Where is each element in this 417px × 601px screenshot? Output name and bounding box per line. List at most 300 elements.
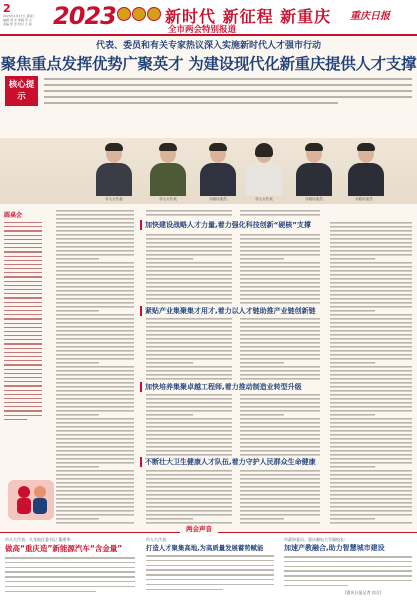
text-line xyxy=(330,426,412,428)
text-line xyxy=(56,346,134,348)
text-line xyxy=(240,322,320,324)
text-line xyxy=(56,454,134,456)
text-line xyxy=(56,370,134,372)
text-line xyxy=(330,362,375,364)
summary-tag-text: 核心提示 xyxy=(8,80,35,102)
text-line xyxy=(240,490,320,492)
text-line xyxy=(146,250,232,252)
text-line xyxy=(56,362,99,364)
text-line xyxy=(240,346,320,348)
text-line xyxy=(330,322,412,324)
text-line xyxy=(146,346,232,348)
text-line xyxy=(56,226,134,228)
text-line xyxy=(330,446,412,448)
text-line xyxy=(56,266,134,268)
text-line xyxy=(240,522,320,524)
summary-text xyxy=(44,78,412,138)
text-line xyxy=(56,470,134,472)
text-line xyxy=(146,278,232,280)
text-line xyxy=(146,450,232,452)
text-line xyxy=(330,250,412,252)
text-line xyxy=(56,270,134,272)
text-line xyxy=(240,414,284,416)
text-line xyxy=(146,362,193,364)
text-line xyxy=(146,494,232,496)
photo-caption: 市政协委员 xyxy=(355,197,373,201)
photo-caption: 市政协委员 xyxy=(209,197,227,201)
text-line xyxy=(330,374,412,376)
text-line xyxy=(146,318,232,320)
text-line xyxy=(240,238,320,240)
text-line xyxy=(56,334,134,336)
text-line xyxy=(330,510,412,512)
text-line xyxy=(240,282,320,284)
text-line xyxy=(330,274,412,276)
text-line xyxy=(330,354,412,356)
text-line xyxy=(330,478,412,480)
text-line xyxy=(330,522,412,524)
text-line xyxy=(146,342,232,344)
text-line xyxy=(240,366,320,368)
text-line xyxy=(240,502,320,504)
rail-title: 圆桌会 xyxy=(4,212,23,219)
text-line xyxy=(56,214,134,216)
text-line xyxy=(240,422,320,424)
text-line xyxy=(56,434,134,436)
text-line xyxy=(56,478,134,480)
text-line xyxy=(330,462,412,464)
text-line xyxy=(330,358,412,360)
text-line xyxy=(146,234,232,236)
text-line xyxy=(240,430,320,432)
text-line xyxy=(146,438,232,440)
lead-kicker: 代表、委员和有关专家热议深入实施新时代人才强市行动 xyxy=(95,41,321,51)
text-line xyxy=(146,238,232,240)
text-line xyxy=(330,418,412,420)
text-line xyxy=(330,494,412,496)
summary-tag xyxy=(5,76,38,106)
text-line xyxy=(330,378,412,380)
text-line xyxy=(146,322,232,324)
bottom-item xyxy=(284,537,412,590)
text-line xyxy=(240,446,320,448)
text-line xyxy=(56,322,134,324)
text-line xyxy=(330,490,412,492)
text-line xyxy=(330,370,412,372)
text-line xyxy=(240,434,320,436)
text-line xyxy=(56,438,134,440)
text-line xyxy=(240,378,320,380)
text-line xyxy=(56,290,134,292)
text-line xyxy=(240,270,320,272)
text-line xyxy=(146,358,232,360)
section-heading xyxy=(140,457,316,467)
text-line xyxy=(330,242,412,244)
text-line xyxy=(330,306,412,308)
text-line xyxy=(330,278,412,280)
text-line xyxy=(146,518,193,520)
text-line xyxy=(240,506,320,508)
text-line xyxy=(56,518,99,520)
text-line xyxy=(56,490,134,492)
text-line xyxy=(330,414,375,416)
section-title: 加快培养集聚卓越工程师,着力推动制造业转型升级 xyxy=(145,383,302,391)
text-line xyxy=(330,434,412,436)
text-line xyxy=(146,454,232,456)
text-line xyxy=(56,494,134,496)
people-illustration xyxy=(6,470,56,525)
text-line xyxy=(330,258,375,260)
text-line xyxy=(330,466,375,468)
bottom-item xyxy=(146,537,274,593)
text-line xyxy=(146,510,232,512)
text-line xyxy=(56,302,134,304)
text-line xyxy=(56,506,134,508)
text-line xyxy=(330,430,412,432)
text-line xyxy=(146,478,232,480)
text-line xyxy=(240,242,320,244)
text-lines xyxy=(56,210,412,528)
text-line xyxy=(146,302,232,304)
text-line xyxy=(330,346,412,348)
text-line xyxy=(56,398,134,400)
portrait xyxy=(96,144,132,196)
text-line xyxy=(146,474,232,476)
text-line xyxy=(56,402,134,404)
lead-headline: 聚焦重点发挥优势广聚英才 为建设现代化新重庆提供人才支撑 xyxy=(0,55,417,73)
text-line xyxy=(240,398,320,400)
text-line xyxy=(56,386,134,388)
text-line xyxy=(56,242,134,244)
text-line xyxy=(56,238,134,240)
text-line xyxy=(56,498,134,500)
text-line xyxy=(330,286,412,288)
text-line xyxy=(330,230,412,232)
text-line xyxy=(146,338,232,340)
bottom-kicker: 市人大代表: xyxy=(146,537,168,542)
text-line xyxy=(330,294,412,296)
text-line xyxy=(240,342,320,344)
text-line xyxy=(240,454,320,456)
text-line xyxy=(330,298,412,300)
text-line xyxy=(146,210,232,212)
text-line xyxy=(56,426,134,428)
text-line xyxy=(146,426,232,428)
info-line: 美编 郑 洁 校对 王 颖 xyxy=(3,22,32,26)
text-line xyxy=(56,298,134,300)
text-line xyxy=(56,218,134,220)
text-line xyxy=(56,466,99,468)
text-line xyxy=(330,390,412,392)
photo-caption: 市人大代表 xyxy=(105,197,123,201)
text-line xyxy=(146,514,232,516)
text-line xyxy=(330,386,412,388)
text-line xyxy=(240,330,320,332)
text-line xyxy=(146,246,232,248)
info-line: 编辑 刘 龙 审稿 李 兴 xyxy=(3,18,32,22)
portrait xyxy=(200,144,236,196)
text-line xyxy=(240,394,320,396)
text-line xyxy=(146,430,232,432)
text-line xyxy=(56,234,134,236)
text-line xyxy=(146,506,232,508)
text-line xyxy=(240,246,320,248)
bottom-item xyxy=(5,537,135,595)
text-line xyxy=(56,350,134,352)
text-line xyxy=(56,366,134,368)
text-line xyxy=(56,210,134,212)
text-line xyxy=(330,482,412,484)
text-line xyxy=(56,514,134,516)
text-line xyxy=(330,470,412,472)
text-line xyxy=(330,318,412,320)
text-line xyxy=(146,502,232,504)
text-line xyxy=(330,450,412,452)
text-line xyxy=(330,338,412,340)
text-line xyxy=(56,486,134,488)
text-line xyxy=(330,222,412,224)
text-line xyxy=(146,394,232,396)
text-line xyxy=(146,330,232,332)
session-label: 全市两会特别报道 xyxy=(168,25,237,35)
text-line xyxy=(146,262,232,264)
text-line xyxy=(56,390,134,392)
text-line xyxy=(146,354,232,356)
bottom-headline: 打造人才聚集高地,为高质量发展蓄势赋能 xyxy=(146,544,264,552)
text-line xyxy=(330,498,412,500)
text-line xyxy=(56,262,134,264)
emblem-icon xyxy=(147,7,161,21)
text-line xyxy=(146,470,232,472)
text-line xyxy=(240,402,320,404)
portrait xyxy=(348,144,384,196)
text-line xyxy=(330,314,412,316)
text-line xyxy=(146,374,232,376)
text-line xyxy=(330,262,412,264)
text-line xyxy=(330,398,412,400)
text-line xyxy=(56,246,134,248)
text-line xyxy=(330,266,412,268)
text-line xyxy=(56,310,99,312)
text-line xyxy=(330,290,412,292)
text-line xyxy=(330,342,412,344)
text-line xyxy=(146,286,232,288)
text-line xyxy=(146,298,232,300)
text-line xyxy=(240,266,320,268)
text-line xyxy=(56,230,134,232)
bottom-headline: 加速产教融合,助力智慧城市建设 xyxy=(284,544,385,552)
text-line xyxy=(56,418,134,420)
text-line xyxy=(330,282,412,284)
text-line xyxy=(240,290,320,292)
text-line xyxy=(56,222,134,224)
page-number: 2 xyxy=(3,2,11,15)
section-heading xyxy=(140,306,316,316)
text-line xyxy=(146,398,232,400)
text-line xyxy=(146,418,232,420)
text-line xyxy=(240,426,320,428)
text-line xyxy=(240,374,320,376)
text-line xyxy=(240,250,320,252)
text-line xyxy=(146,282,232,284)
text-line xyxy=(240,510,320,512)
photo-caption: 市政协委员 xyxy=(305,197,323,201)
text-line xyxy=(240,258,284,260)
footer-credit: (重庆日报记者 综合) xyxy=(345,590,382,595)
text-line xyxy=(330,326,412,328)
text-line xyxy=(56,430,134,432)
text-line xyxy=(56,258,99,260)
text-line xyxy=(56,474,134,476)
text-line xyxy=(330,238,412,240)
text-line xyxy=(146,326,232,328)
bottom-kicker: 市政协委员、重庆邮电大学副校长: xyxy=(284,537,346,542)
text-line xyxy=(56,442,134,444)
text-line xyxy=(240,278,320,280)
text-line xyxy=(330,514,412,516)
text-line xyxy=(56,354,134,356)
bottom-headline: 做高“重庆造”新能源汽车“含金量” xyxy=(5,544,123,553)
text-line xyxy=(330,486,412,488)
text-line xyxy=(146,366,232,368)
text-line xyxy=(240,274,320,276)
text-line xyxy=(56,378,134,380)
text-line xyxy=(330,454,412,456)
text-line xyxy=(240,406,320,408)
text-line xyxy=(330,310,375,312)
sound-logo: 两会声音 xyxy=(180,524,218,533)
text-line xyxy=(330,330,412,332)
text-line xyxy=(240,438,320,440)
text-line xyxy=(240,362,284,364)
text-line xyxy=(146,242,232,244)
text-line xyxy=(240,210,320,212)
text-line xyxy=(146,254,232,256)
text-line xyxy=(330,406,412,408)
text-line xyxy=(240,338,320,340)
text-line xyxy=(146,290,232,292)
text-line xyxy=(240,302,320,304)
text-line xyxy=(146,402,232,404)
text-line xyxy=(56,358,134,360)
text-line xyxy=(240,514,320,516)
text-line xyxy=(146,370,232,372)
text-line xyxy=(240,410,320,412)
text-line xyxy=(330,474,412,476)
info-line: 2023年1月17日 星期二 xyxy=(3,14,36,18)
text-line xyxy=(56,522,134,524)
text-line xyxy=(146,446,232,448)
portrait xyxy=(246,144,282,196)
rail-text xyxy=(4,222,42,423)
text-line xyxy=(240,358,320,360)
text-line xyxy=(56,338,134,340)
section-title: 加快建设战略人才力量,着力强化科技创新“硬核”支撑 xyxy=(145,221,311,229)
text-line xyxy=(146,270,232,272)
text-line xyxy=(56,458,134,460)
text-line xyxy=(146,378,232,380)
text-line xyxy=(330,422,412,424)
text-line xyxy=(330,518,375,520)
text-line xyxy=(56,406,134,408)
text-line xyxy=(56,414,99,416)
text-line xyxy=(56,482,134,484)
text-line xyxy=(240,518,284,520)
text-line xyxy=(56,286,134,288)
text-line xyxy=(146,334,232,336)
text-line xyxy=(56,250,134,252)
text-line xyxy=(330,246,412,248)
text-line xyxy=(240,326,320,328)
text-line xyxy=(146,442,232,444)
text-line xyxy=(240,418,320,420)
masthead-info xyxy=(3,14,51,26)
text-line xyxy=(146,414,193,416)
article-body xyxy=(56,210,412,528)
text-line xyxy=(56,254,134,256)
text-line xyxy=(146,294,232,296)
text-line xyxy=(56,510,134,512)
text-line xyxy=(240,286,320,288)
section-heading xyxy=(140,382,302,392)
text-line xyxy=(56,314,134,316)
text-line xyxy=(330,350,412,352)
text-line xyxy=(240,474,320,476)
text-line xyxy=(240,318,320,320)
photo-caption: 市人大代表 xyxy=(159,197,177,201)
text-line xyxy=(240,294,320,296)
portrait xyxy=(150,144,186,196)
text-line xyxy=(146,266,232,268)
text-line xyxy=(240,478,320,480)
text-line xyxy=(330,458,412,460)
text-line xyxy=(240,442,320,444)
text-line xyxy=(330,334,412,336)
bottom-kicker: 市人大代表、九龙坡区委书记 董建华: xyxy=(5,537,72,542)
text-line xyxy=(146,410,232,412)
text-line xyxy=(330,506,412,508)
text-line xyxy=(330,438,412,440)
text-line xyxy=(56,326,134,328)
text-line xyxy=(56,410,134,412)
paper-name: 重庆日报 xyxy=(350,11,390,22)
text-line xyxy=(146,274,232,276)
text-line xyxy=(240,334,320,336)
emblem-icon xyxy=(117,7,131,21)
text-line xyxy=(56,330,134,332)
section-heading xyxy=(140,220,311,230)
text-line xyxy=(330,410,412,412)
text-line xyxy=(330,234,412,236)
section-title: 紧贴产业集聚集才用才,着力以人才链助推产业链创新链 xyxy=(145,307,316,315)
text-line xyxy=(240,494,320,496)
year-logo: 2023 xyxy=(53,2,116,30)
text-line xyxy=(240,350,320,352)
text-line xyxy=(56,394,134,396)
text-line xyxy=(240,354,320,356)
text-line xyxy=(146,434,232,436)
text-line xyxy=(56,450,134,452)
text-line xyxy=(56,446,134,448)
text-line xyxy=(146,486,232,488)
text-line xyxy=(330,442,412,444)
text-line xyxy=(240,370,320,372)
text-line xyxy=(56,282,134,284)
text-line xyxy=(56,422,134,424)
text-line xyxy=(56,374,134,376)
text-line xyxy=(330,254,412,256)
text-line xyxy=(56,274,134,276)
